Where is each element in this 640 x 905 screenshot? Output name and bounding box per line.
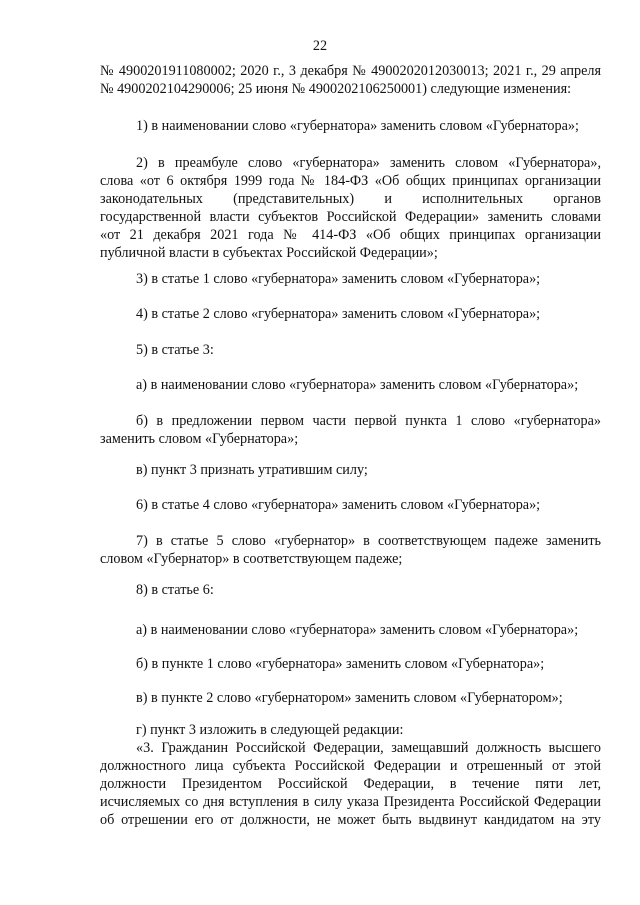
text-line: а) в наименовании слово «губернатора» заменить словом «Губернатора»; — [136, 622, 579, 638]
text-line: 4) в статье 2 слово «губернатора» заменить словом «Губернатора»; — [136, 306, 541, 322]
text-line: 6) в статье 4 слово «губернатора» заменить словом «Губернатора»; — [136, 497, 541, 513]
text-line: государственной власти субъектов Российской Федерации» заменить словами — [100, 209, 601, 225]
text-line: № 4900201911080002; 2020 г., 3 декабря № 4900202012030013; 2021 г., 29 апреля — [100, 63, 601, 79]
text-line: заменить словом «Губернатора»; — [100, 431, 299, 447]
page-number: 22 — [312, 38, 328, 54]
text-line: № 4900202104290006; 25 июня № 4900202106250001) следующие изменения: — [100, 81, 572, 97]
text-line: «3. Гражданин Российской Федерации, замещавший должность высшего — [136, 740, 601, 756]
text-line: слова «от 6 октября 1999 года № 184-ФЗ «Об общих принципах организации — [100, 173, 601, 189]
text-line: 5) в статье 3: — [136, 342, 214, 358]
text-line: «от 21 декабря 2021 года № 414-ФЗ «Об общих принципах организации — [100, 227, 601, 243]
text-line: а) в наименовании слово «губернатора» заменить словом «Губернатора»; — [136, 377, 579, 393]
text-line: 2) в преамбуле слово «губернатора» заменить словом «Губернатора», — [136, 155, 601, 171]
text-line: законодательных (представительных) и исполнительных органов — [100, 191, 601, 207]
text-line: публичной власти в субъектах Российской Федерации»; — [100, 245, 438, 261]
text-line: 8) в статье 6: — [136, 582, 214, 598]
text-line: 7) в статье 5 слово «губернатор» в соответствующем падеже заменить — [136, 533, 601, 549]
text-line: должности Президентом Российской Федерации, в течение пяти лет, — [100, 776, 601, 792]
text-line: г) пункт 3 изложить в следующей редакции: — [136, 722, 404, 738]
text-line: в) пункт 3 признать утратившим силу; — [136, 462, 368, 478]
text-line: должностного лица субъекта Российской Федерации и отрешенный от этой — [100, 758, 601, 774]
text-line: 1) в наименовании слово «губернатора» заменить словом «Губернатора»; — [136, 118, 579, 134]
text-line: б) в предложении первом части первой пункта 1 слово «губернатора» — [136, 413, 601, 429]
text-line: 3) в статье 1 слово «губернатора» заменить словом «Губернатора»; — [136, 271, 541, 287]
text-line: словом «Губернатор» в соответствующем падеже; — [100, 551, 403, 567]
text-line: в) в пункте 2 слово «губернатором» заменить словом «Губернатором»; — [136, 690, 563, 706]
text-line: исчисляемых со дня вступления в силу указа Президента Российской Федерации — [100, 794, 601, 810]
text-line: б) в пункте 1 слово «губернатора» заменить словом «Губернатора»; — [136, 656, 545, 672]
text-line: об отрешении его от должности, не может быть выдвинут кандидатом на эту — [100, 812, 601, 828]
